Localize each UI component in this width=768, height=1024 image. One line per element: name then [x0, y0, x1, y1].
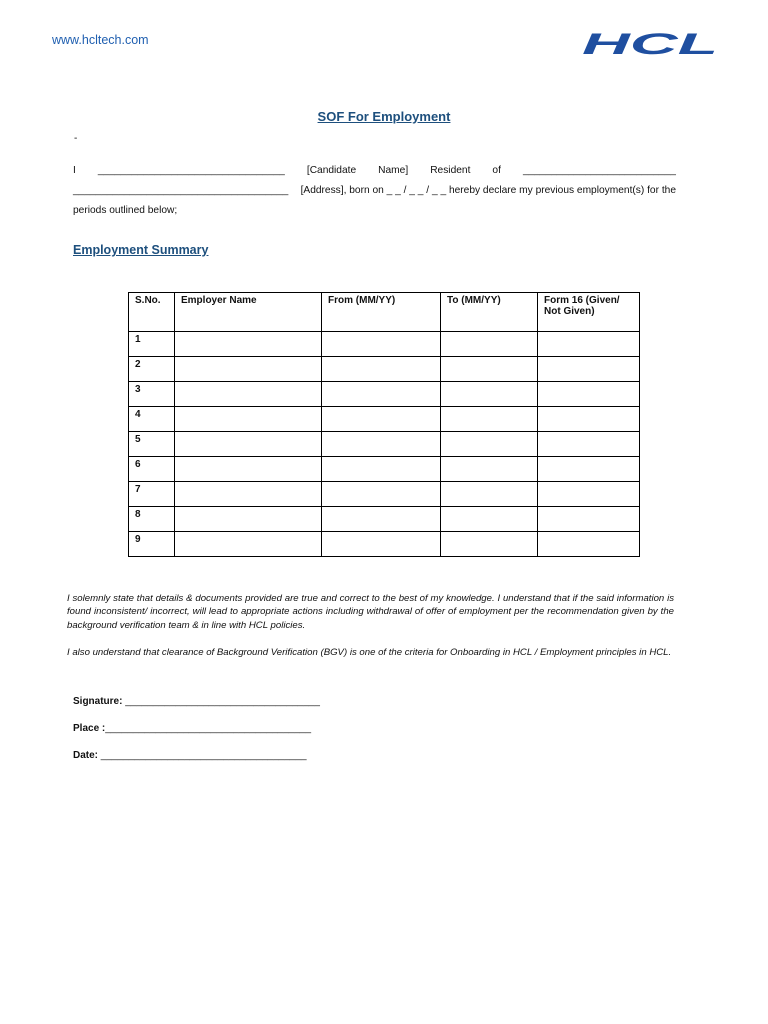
place-blank: _____________________________________ [105, 723, 312, 734]
cell-form16 [538, 382, 640, 407]
cell-sno: 7 [129, 482, 175, 507]
table-row [129, 532, 640, 557]
cell-from [322, 482, 441, 507]
cell-from [322, 432, 441, 457]
employment-summary-table [128, 292, 640, 557]
signature-label: Signature: [73, 696, 123, 707]
table-row [129, 482, 640, 507]
cell-sno: 5 [129, 432, 175, 457]
table-row [129, 457, 640, 482]
cell-to [441, 457, 538, 482]
place-label: Place : [73, 723, 106, 734]
statement-bgv: I also understand that clearance of Background Verification (BGV) is one of the criteria for Onboarding in HCL / Employment principles in HCL. [67, 647, 672, 658]
cell-to [441, 532, 538, 557]
cell-to [441, 507, 538, 532]
dash-mark: - [74, 133, 78, 144]
cell-from [322, 332, 441, 357]
hcl-logo [581, 30, 720, 58]
table-row [129, 507, 640, 532]
header-form16: Form 16 (Given/ Not Given) [538, 293, 640, 332]
cell-employer [175, 482, 322, 507]
cell-employer [175, 432, 322, 457]
table-row [129, 357, 640, 382]
date-row [73, 750, 307, 761]
resident-label: Resident [430, 165, 471, 176]
cell-form16 [538, 357, 640, 382]
candidate-name-blank: _________________________________ [97, 165, 285, 176]
address-blank: ______________________________________ [73, 185, 289, 196]
cell-form16 [538, 482, 640, 507]
cell-from [322, 507, 441, 532]
cell-from [322, 382, 441, 407]
table-row [129, 332, 640, 357]
date-label: Date: [73, 750, 99, 761]
header-employer-name: Employer Name [175, 293, 322, 332]
cell-form16 [538, 332, 640, 357]
cell-from [322, 357, 441, 382]
cell-from [322, 532, 441, 557]
website-link[interactable]: www.hcltech.com [52, 33, 149, 47]
date-blank: _____________________________________ [98, 750, 307, 761]
signature-blank: ___________________________________ [122, 696, 320, 707]
cell-sno: 9 [129, 532, 175, 557]
table-row [129, 432, 640, 457]
cell-sno: 2 [129, 357, 175, 382]
cell-from [322, 407, 441, 432]
cell-to [441, 482, 538, 507]
cell-sno: 6 [129, 457, 175, 482]
cell-employer [175, 407, 322, 432]
cell-from [322, 457, 441, 482]
table-row [129, 382, 640, 407]
document-title: SOF For Employment [317, 109, 451, 124]
header-from: From (MM/YY) [322, 293, 441, 332]
declaration-line-1 [73, 165, 676, 176]
cell-form16 [538, 457, 640, 482]
header-sno: S.No. [129, 293, 175, 332]
cell-employer [175, 332, 322, 357]
employment-summary-heading: Employment Summary [73, 243, 209, 257]
cell-form16 [538, 432, 640, 457]
candidate-bracket-label: [Candidate [306, 165, 357, 176]
cell-to [441, 357, 538, 382]
cell-form16 [538, 407, 640, 432]
signature-row [73, 696, 320, 707]
declaration-text: [Address], born on _ _ / _ _ / _ _ hereby declare my previous employment(s) for the [300, 185, 676, 196]
cell-sno: 3 [129, 382, 175, 407]
cell-sno: 8 [129, 507, 175, 532]
cell-employer [175, 457, 322, 482]
of-label: of [492, 165, 501, 176]
logo-text: HCL [582, 30, 718, 58]
cell-employer [175, 532, 322, 557]
cell-employer [175, 357, 322, 382]
place-row [73, 723, 311, 734]
cell-sno: 1 [129, 332, 175, 357]
cell-employer [175, 382, 322, 407]
cell-to [441, 332, 538, 357]
residence-blank: ___________________________ [522, 165, 676, 176]
name-bracket-label: Name] [378, 165, 409, 176]
cell-to [441, 432, 538, 457]
cell-to [441, 407, 538, 432]
cell-to [441, 382, 538, 407]
cell-sno: 4 [129, 407, 175, 432]
cell-form16 [538, 532, 640, 557]
header-to: To (MM/YY) [441, 293, 538, 332]
declaration-line-2 [73, 185, 676, 196]
table-header-row [129, 293, 640, 332]
declaration-line-3: periods outlined below; [73, 205, 178, 216]
statement-truthfulness: I solemnly state that details & documents provided are true and correct to the best of my knowledge. I understand that if the said information is found inconsistent/ incorrect, will lead to appropriate actions including withdrawal of offer of employment per the recommendation given by the background verification team & in line with HCL policies. [67, 593, 674, 631]
table-row [129, 407, 640, 432]
cell-employer [175, 507, 322, 532]
cell-form16 [538, 507, 640, 532]
declaration-i: I [73, 165, 76, 176]
